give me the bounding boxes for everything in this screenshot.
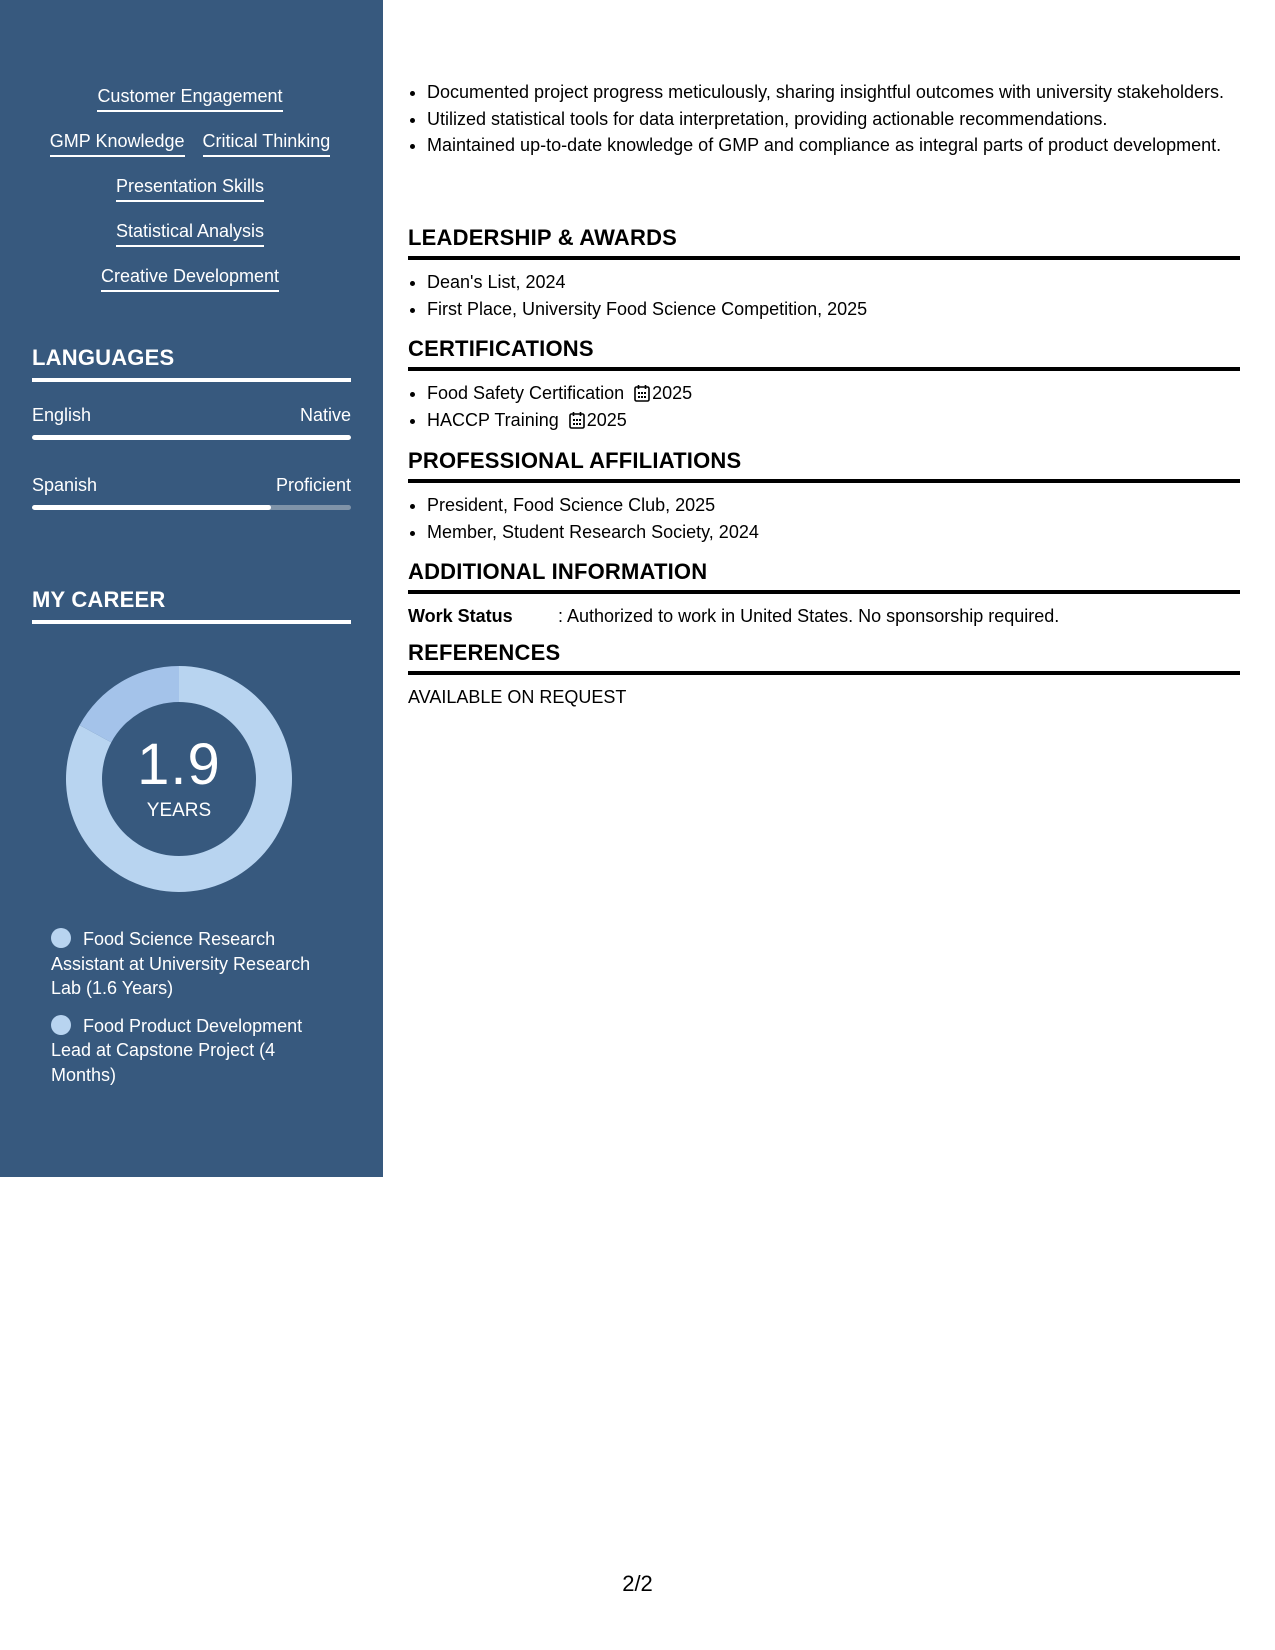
career-legend-item — [51, 927, 336, 1001]
career-legend — [51, 927, 336, 1100]
leadership-section — [408, 224, 1240, 323]
skill-tag[interactable]: Statistical Analysis — [116, 219, 264, 247]
language-english — [32, 403, 351, 440]
section-title: ADDITIONAL INFORMATION — [408, 558, 1240, 594]
list-item: • Utilized statistical tools for data interpretation, providing actionable recommendations. — [427, 107, 1240, 132]
affiliations-section — [408, 447, 1240, 546]
language-proficiency-fill — [32, 435, 351, 440]
certification-name: HACCP Training — [427, 409, 559, 430]
language-level: Proficient — [275, 475, 351, 495]
language-proficiency-fill — [32, 505, 271, 510]
leadership-list — [408, 270, 1240, 321]
calendar-icon — [634, 384, 650, 402]
language-name: English — [32, 405, 92, 425]
sidebar — [0, 0, 383, 1177]
language-name: Spanish — [32, 475, 98, 495]
list-item — [427, 381, 1240, 406]
certification-name: Food Safety Certification — [427, 383, 625, 403]
calendar-icon — [569, 411, 585, 429]
work-status-label: Work Status — [408, 606, 513, 626]
list-item: • Documented project progress meticulously, sharing insightful outcomes with university stakeholders. — [427, 80, 1240, 105]
donut-slice — [80, 666, 179, 742]
career-legend-item — [51, 1014, 336, 1088]
skill-row — [30, 84, 350, 129]
work-status-row — [408, 604, 1240, 628]
list-item: • Member, Student Research Society, 2024 — [427, 520, 1240, 545]
skill-tag[interactable]: Creative Development — [101, 264, 279, 292]
skills-list — [30, 84, 350, 309]
language-proficiency-bar — [32, 505, 351, 510]
section-title: LEADERSHIP & AWARDS — [408, 224, 1240, 260]
references-text: AVAILABLE ON REQUEST — [408, 687, 627, 707]
skill-tag[interactable]: Customer Engagement — [97, 84, 282, 112]
legend-dot-icon — [51, 928, 71, 948]
certifications-section — [408, 335, 1240, 434]
work-status-value: : Authorized to work in United States. No sponsorship required. — [558, 606, 1060, 626]
section-title: REFERENCES — [408, 639, 1240, 675]
skill-tag[interactable]: Critical Thinking — [203, 129, 331, 157]
skill-row — [30, 219, 350, 264]
career-item-label: Food Science Research Assistant at University Research Lab (1.6 Years) — [51, 929, 311, 998]
references-section — [408, 639, 1240, 709]
certifications-list — [408, 381, 1240, 432]
affiliations-list — [408, 493, 1240, 544]
skill-row — [30, 174, 350, 219]
certification-year: 2025 — [586, 409, 627, 430]
list-item — [427, 408, 1240, 433]
list-item: • Maintained up-to-date knowledge of GMP and compliance as integral parts of product development. — [427, 133, 1240, 158]
legend-dot-icon — [51, 1015, 71, 1035]
section-title: CERTIFICATIONS — [408, 335, 1240, 371]
skill-tag[interactable]: GMP Knowledge — [50, 129, 185, 157]
page-number: 2/2 — [622, 1571, 653, 1596]
language-level: Native — [299, 405, 351, 425]
additional-info-section — [408, 558, 1240, 628]
certification-year: 2025 — [652, 383, 693, 403]
career-item-label: Food Product Development Lead at Capstone Project (4 Months) — [51, 1015, 303, 1085]
languages-heading: LANGUAGES — [32, 344, 351, 382]
list-item: • President, Food Science Club, 2025 — [427, 493, 1240, 518]
list-item: • Dean's List, 2024 — [427, 270, 1240, 295]
career-donut-chart — [66, 666, 292, 892]
section-title: PROFESSIONAL AFFILIATIONS — [408, 447, 1240, 483]
language-proficiency-bar — [32, 435, 351, 440]
career-total-unit: YEARS — [146, 800, 212, 821]
skill-tag[interactable]: Presentation Skills — [116, 174, 264, 202]
career-total-years: 1.9 — [137, 732, 221, 797]
career-heading: MY CAREER — [32, 586, 351, 624]
skill-row — [30, 264, 350, 309]
skill-row — [30, 129, 350, 174]
language-spanish — [32, 473, 351, 510]
list-item: • First Place, University Food Science Competition, 2025 — [427, 297, 1240, 322]
experience-bullets — [408, 80, 1240, 160]
